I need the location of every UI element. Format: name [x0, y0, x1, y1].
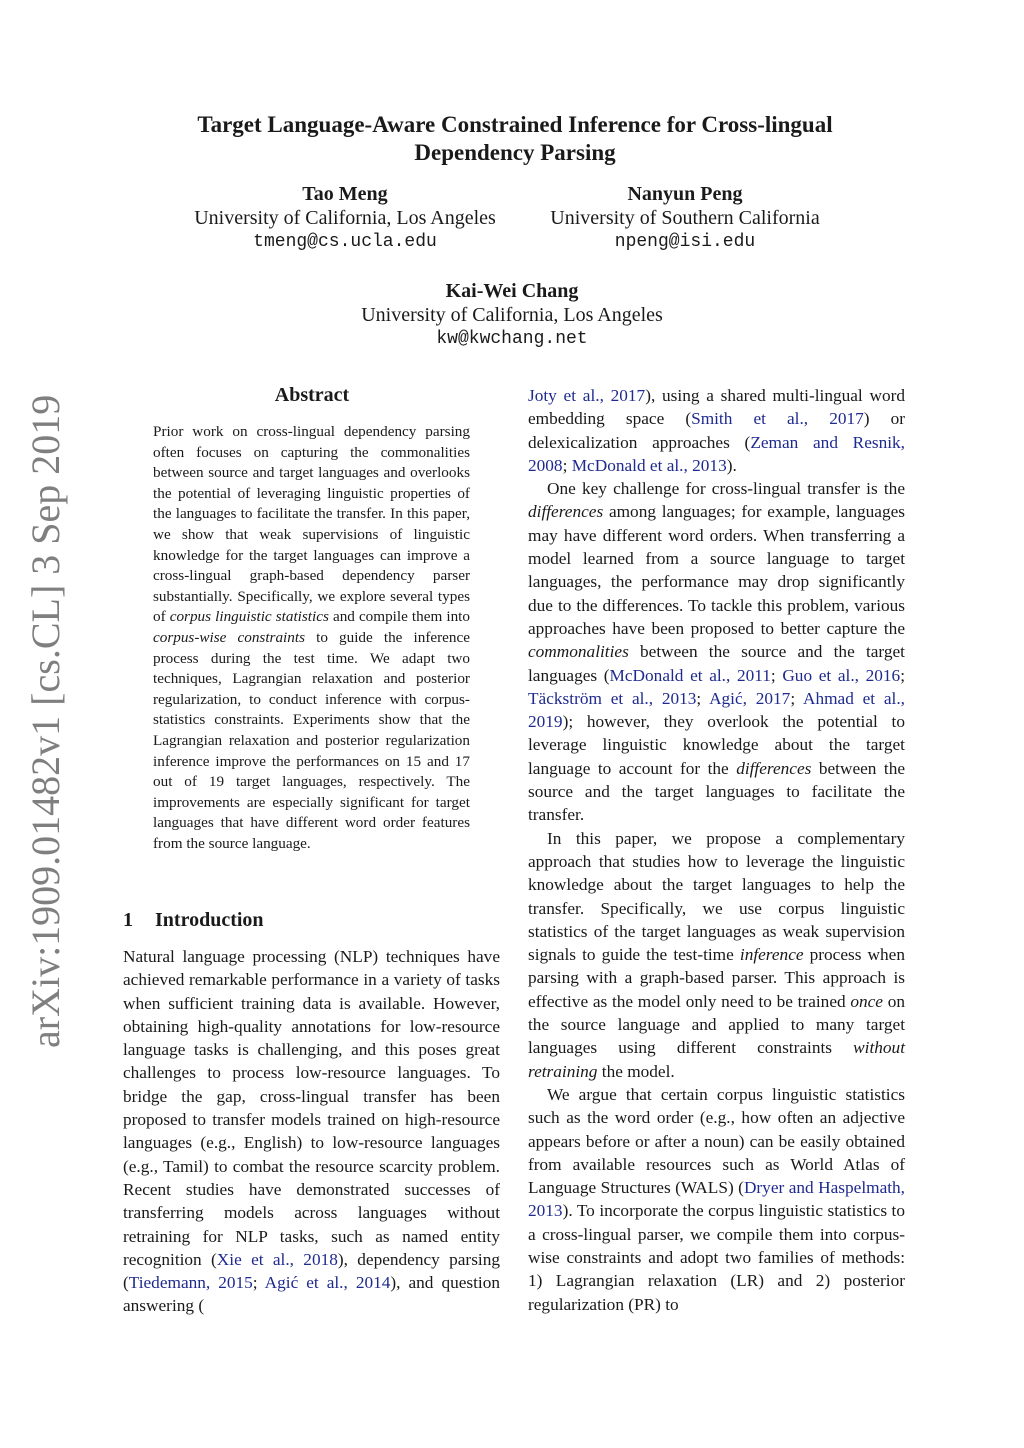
citation-link[interactable]: Zeman and Resnik, 2008 [528, 432, 905, 475]
author-block-2 [540, 182, 830, 254]
paper-title [120, 111, 910, 167]
title-line-1: Target Language-Aware Constrained Inference for Cross-lingual [197, 112, 833, 137]
abstract-body: Prior work on cross-lingual dependency parsing often focuses on capturing the commonalities between source and target languages and overlooks the potential of leveraging linguistic properties of the languages to facilitate the transfer. In this paper, we show that weak supervisions of linguistic knowledge for the target languages can improve a cross-lingual graph-based dependency parser substantially. Specifically, we explore several types of corpus linguistic statistics and compile them into corpus-wise constraints to guide the inference process during the test time. We adapt two techniques, Lagrangian relaxation and posterior regularization, to conduct inference with corpus-statistics constraints. Experiments show that the Lagrangian relaxation and posterior regularization inference improve the performances on 15 and 17 out of 19 target languages, respectively. The improvements are especially significant for target languages that have different word order features from the source language. [153, 423, 470, 852]
intro-paragraph-4: We argue that certain corpus linguistic statistics such as the word order (e.g., how often an adjective appears before or after a noun) can be easily obtained from available resources such as World Atlas of Language Structures (WALS) (Dryer and Haspelmath, 2013). To incorporate the corpus linguistic statistics to a cross-lingual parser, we compile them into corpus-wise constraints and adopt two families of methods: 1) Lagrangian relaxation (LR) and 2) posterior regularization (PR) to [528, 1084, 905, 1314]
intro-paragraph-3: In this paper, we propose a complementary approach that studies how to leverage the linguistic knowledge about the target languages to help the transfer. Specifically, we use corpus linguistic statistics of the target languages as weak supervision signals to guide the test-time inference process when parsing with a graph-based parser. This approach is effective as the model only need to be trained once on the source language and applied to many target languages using different constraints without retraining the model. [528, 828, 905, 1081]
arxiv-stamp: arXiv:1909.01482v1 [cs.CL] 3 Sep 2019 [23, 394, 68, 1048]
author-block-1 [180, 182, 510, 254]
citation-link[interactable]: Agić et al., 2014 [264, 1273, 391, 1293]
author-affiliation: University of California, Los Angeles [361, 304, 663, 326]
author-email: npeng@isi.edu [614, 232, 756, 252]
citation-link[interactable]: McDonald et al., 2011 [609, 665, 771, 685]
title-line-2: Dependency Parsing [414, 140, 616, 165]
citation-link[interactable]: Joty et al., 2017 [528, 386, 646, 405]
intro-paragraph-1: Natural language processing (NLP) techniques have achieved remarkable performance in a variety of tasks when sufficient training data is available. However, obtaining high-quality annotations for low-resource language tasks is challenging, and this poses great challenges to process low-resource languages. To bridge the gap, cross-lingual transfer has been proposed to transfer models trained on high-resource languages (e.g., English) to low-resource languages (e.g., Tamil) to combat the resource scarcity problem. Recent studies have demonstrated successes of transferring models across languages without retraining for NLP tasks, such as named entity recognition (Xie et al., 2018), dependency parsing (Tiedemann, 2015; Agić et al., 2014), and question answering ( [123, 947, 501, 1316]
section-title: Introduction [155, 909, 264, 931]
author-affiliation: University of California, Los Angeles [194, 207, 496, 229]
citation-link[interactable]: Xie et al., 2018 [216, 1249, 338, 1269]
author-block-3 [312, 279, 712, 351]
intro-paragraph-1-end: Joty et al., 2017), using a shared multi-lingual word embedding space (Smith et al., 2017) or delexicalization approaches (Zeman and Resnik, 2008; McDonald et al., 2013). [528, 386, 905, 475]
author-name: Nanyun Peng [627, 183, 743, 205]
citation-link[interactable]: Dryer and Haspelmath, 2013 [528, 1178, 905, 1221]
citation-link[interactable]: Tiedemann, 2015 [128, 1273, 253, 1293]
citation-link[interactable]: Ahmad et al., 2019 [528, 688, 906, 732]
author-name: Kai-Wei Chang [445, 280, 579, 302]
abstract-heading: Abstract [274, 384, 350, 406]
citation-link[interactable]: Smith et al., 2017 [691, 409, 864, 429]
section-number: 1 [123, 909, 133, 931]
citation-link[interactable]: McDonald et al., 2013 [571, 455, 727, 475]
citation-link[interactable]: Täckström et al., 2013 [528, 688, 697, 708]
intro-paragraph-2: One key challenge for cross-lingual transfer is the differences among languages; for example, languages may have different word orders. When transferring a model learned from a source language to target languages, the performance may drop significantly due to the differences. To tackle this problem, various approaches have been proposed to better capture the commonalities between the source and the target languages (McDonald et al., 2011; Guo et al., 2016; Täckström et al., 2013; Agić, 2017; Ahmad et al., 2019); however, they overlook the potential to leverage linguistic knowledge about the target language to account for the differences between the source and the target languages to facilitate the transfer. [528, 479, 906, 825]
citation-link[interactable]: Agić, 2017 [709, 688, 791, 708]
paragraph-1-continuation: ), and question answering ( [123, 1273, 501, 1316]
author-affiliation: University of Southern California [550, 207, 820, 229]
author-email: tmeng@cs.ucla.edu [253, 232, 437, 252]
author-name: Tao Meng [302, 183, 388, 205]
section-heading-introduction [123, 908, 503, 932]
author-email: kw@kwchang.net [436, 329, 588, 349]
right-column [528, 384, 905, 1316]
citation-link[interactable]: Guo et al., 2016 [782, 665, 901, 685]
